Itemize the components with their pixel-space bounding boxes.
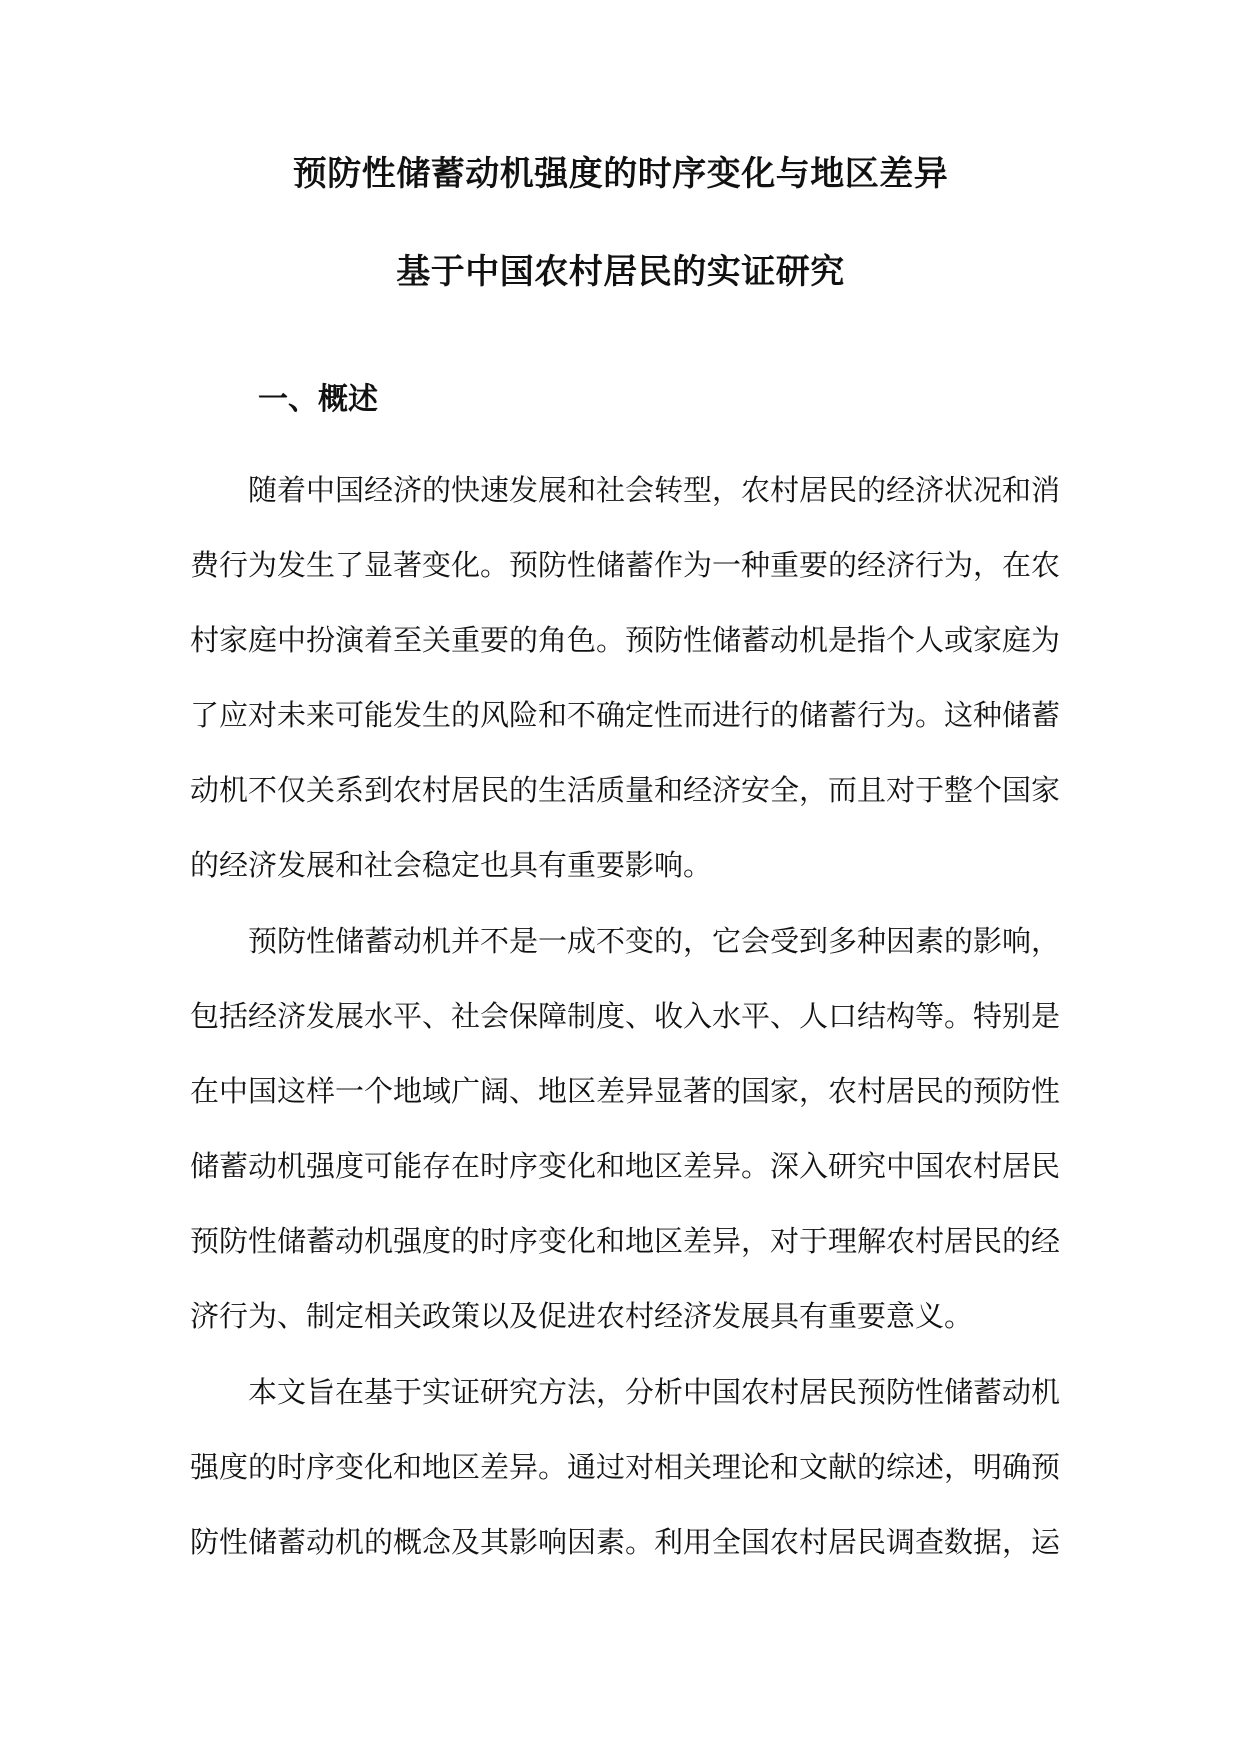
paragraph-1: 随着中国经济的快速发展和社会转型，农村居民的经济状况和消费行为发生了显著变化。预防性储蓄作为一种重要的经济行为，在农村家庭中扮演着至关重要的角色。预防性储蓄动机是指个人或家庭为了应对未来可能发生的风险和不确定性而进行的储蓄行为。这种储蓄动机不仅关系到农村居民的生活质量和经济安全，而且对于整个国家的经济发展和社会稳定也具有重要影响。 xyxy=(190,473,1061,882)
paragraph-3: 本文旨在基于实证研究方法，分析中国农村居民预防性储蓄动机强度的时序变化和地区差异。通过对相关理论和文献的综述，明确预防性储蓄动机的概念及其影响因素。利用全国农村居民调查数据，运 xyxy=(190,1375,1061,1559)
paragraph-2: 预防性储蓄动机并不是一成不变的，它会受到多种因素的影响，包括经济发展水平、社会保障制度、收入水平、人口结构等。特别是在中国这样一个地域广阔、地区差异显著的国家，农村居民的预防性储蓄动机强度可能存在时序变化和地区差异。深入研究中国农村居民预防性储蓄动机强度的时序变化和地区差异，对于理解农村居民的经济行为、制定相关政策以及促进农村经济发展具有重要意义。 xyxy=(190,924,1061,1333)
section-heading: 一、概述 xyxy=(258,382,378,417)
document-subtitle: 基于中国农村居民的实证研究 xyxy=(396,252,845,292)
document-title: 预防性储蓄动机强度的时序变化与地区差异 xyxy=(292,154,949,194)
